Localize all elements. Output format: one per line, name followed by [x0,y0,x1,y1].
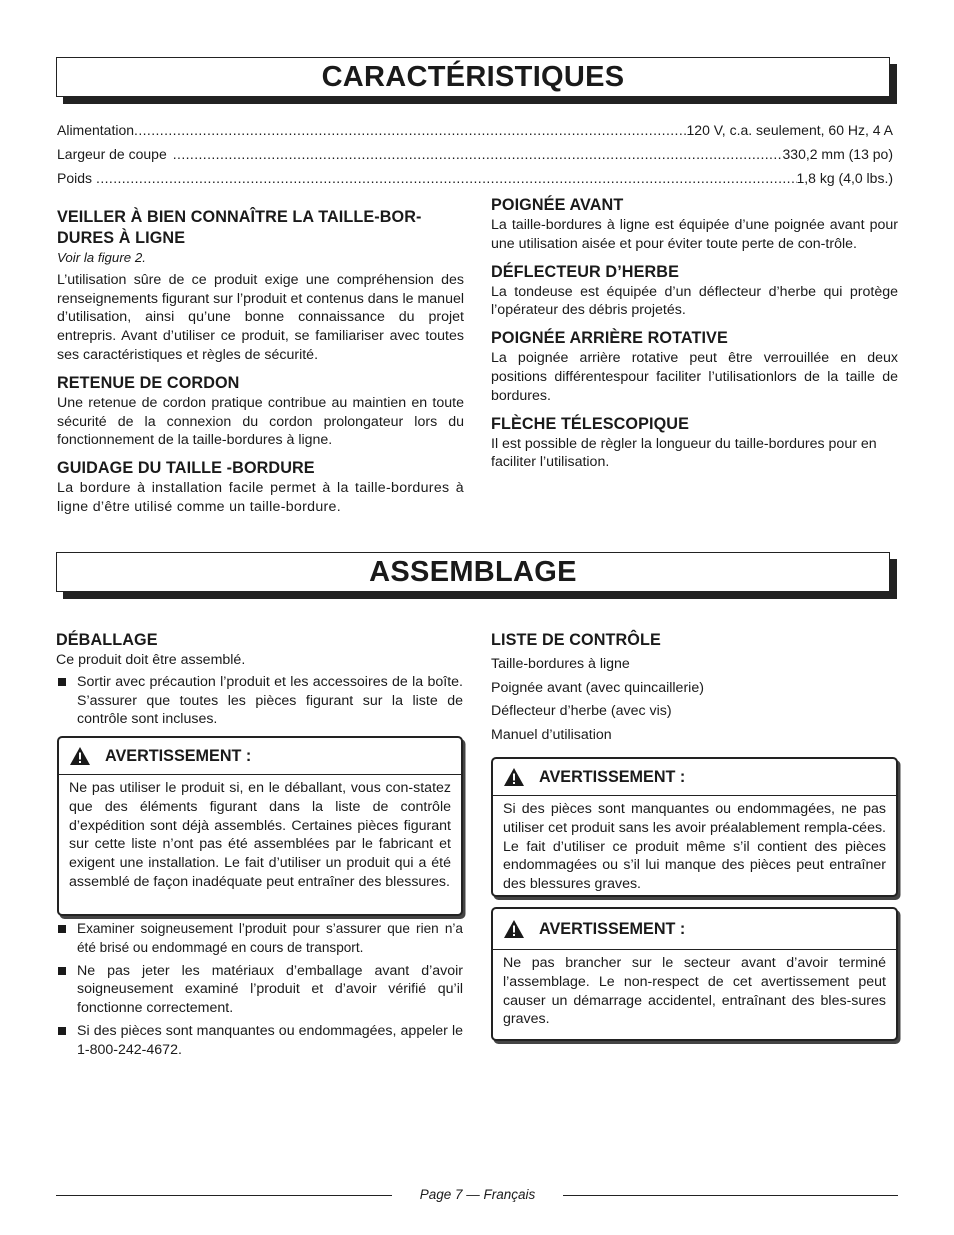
warning-triangle-icon [503,919,525,939]
bullet-square-icon [58,678,66,686]
leader-dots [96,169,796,188]
caracteristiques-banner [56,57,890,97]
spec-row [57,169,893,193]
list-item [56,1022,463,1060]
spec-value: 120 V, c.a. seulement, 60 Hz, 4 A [686,122,893,138]
bullet-text: Ne pas jeter les matériaux d’emballage avant d’avoir soigneusement examiné l’produit et d’avoir vérifié qu’il fonctionne correctement. [77,962,463,1017]
paragraph: L’utilisation sûre de ce produit exige une compréhension des renseignements figurant sur l’produit et contenus dans le manuel d’utilisation, ainsi qu’une bonne connaissance du projet entrepris. Avant d’utiliser ce produit, se familiariser avec toutes ses caractéristiques et règles de sécurité. [57,271,464,363]
section-heading: LISTE DE CONTRÔLE [491,631,661,649]
section-heading: RETENUE DE CORDON [57,373,240,392]
spec-label: Poids [57,170,93,186]
warning-header [69,738,451,774]
bullet-square-icon [58,1027,66,1035]
bullet-list [56,920,463,1060]
section-heading: POIGNÉE AVANT [491,196,624,214]
paragraph: La poignée arrière rotative peut être verrouillée en deux positions différentespour faciliter l’utilisationlors de la taille de bordures. [491,350,898,404]
section-title: ASSEMBLAGE [369,556,577,588]
warning-title: AVERTISSEMENT : [105,746,252,765]
paragraph: La taille-bordures à ligne est équipée d’une poignée avant pour une utilisation aisée et pour éviter toute perte de con-trôle. [491,217,898,252]
warning-box [57,736,463,916]
checklist-column [491,630,898,745]
section-heading: FLÈCHE TÉLESCOPIQUE [491,414,689,433]
warning-text: Si des pièces sont manquantes ou endommagées, ne pas utiliser cet produit sans les avoir préalablement rempla-cées. Le fait d’utiliser ce produit même s’il contient des pièces endommagées ou s’il lui manque des pièces peut entraîner des blessures graves. [493,795,896,894]
paragraph: Ce produit doit être assemblé. [56,652,246,668]
spec-label: Largeur de coupe [57,146,167,162]
checklist-item: Déflecteur d’herbe (avec vis) [491,703,672,719]
warning-box [491,757,898,897]
section-heading: DÉFLECTEUR D’HERBE [491,262,679,281]
warning-title: AVERTISSEMENT : [539,767,686,786]
paragraph: Il est possible de règler la longueur du taille-bordures pour en faciliter l’utilisation. [491,435,877,471]
warning-triangle-icon [69,746,91,766]
paragraph: La bordure à installation facile permet à la taille-bordures à ligne d’être utilisé comme un taille-bordure. [57,480,464,515]
spec-value: 330,2 mm (13 po) [782,146,893,162]
assemblage-banner [56,552,890,592]
bullet-text: Sortir avec précaution l’produit et les accessoires de la boîte. S’assurer que toutes les pièces figurant sur la liste de contrôle sont incluses. [77,673,463,728]
list-item [56,962,463,1018]
bullet-list [56,673,463,729]
footer-rule-left [56,1195,392,1196]
paragraph: Une retenue de cordon pratique contribue au maintien en toute sécurité de la connexion du cordon prolongateur lors du fonctionnement de la taille-bordures à ligne. [57,394,464,449]
section-heading: VEILLER À BIEN CONNAÎTRE LA TAILLE-BOR-DURES À LIGNE [57,208,422,247]
spec-value: 1,8 kg (4,0 lbs.) [796,170,893,186]
paragraph: La tondeuse est équipée d’un déflecteur d’herbe qui protège l’opérateur des débris projetés. [491,283,898,319]
leader-dots [134,121,686,140]
page-footer: Page 7 — Français [419,1187,536,1202]
bullet-text: Si des pièces sont manquantes ou endommagées, appeler le 1-800-242-4672. [77,1022,463,1058]
spec-row [57,145,893,169]
specs-table [57,121,893,193]
bullet-square-icon [58,967,66,975]
section-title: CARACTÉRISTIQUES [321,61,625,93]
warning-text: Ne pas brancher sur le secteur avant d’avoir terminé l’assemblage. Le non-respect de cet avertissement peut causer un démarrage accidentel, entraînant des bles-sures graves. [493,949,896,1029]
features-right-column [491,195,898,472]
warning-header [503,759,886,795]
footer-rule-right [563,1195,898,1196]
deballage-bullets [56,920,463,1060]
warning-triangle-icon [503,767,525,787]
section-heading: GUIDAGE DU TAILLE -BORDURE [57,459,315,478]
warning-title: AVERTISSEMENT : [539,919,686,938]
section-heading: POIGNÉE ARRIÈRE ROTATIVE [491,329,728,348]
spec-row [57,121,893,145]
checklist-item: Poignée avant (avec quincaillerie) [491,679,704,696]
features-left-column [57,207,464,517]
warning-text: Ne pas utiliser le produit si, en le déballant, vous con-statez que des éléments figurant dans la liste de contrôle d’expédition sont déjà assemblés. Certaines pièces figurant sur cette liste n’ont pas été assemblées par le fabricant et exigent une installation. Le fait d’utiliser un produit qui a été assemblé de façon inadéquate peut entraîner des blessures. [59,774,461,892]
bullet-text: Examiner soigneusement l’produit pour s’assurer que rien n’a été brisé ou endommagé en cours de transport. [77,921,463,955]
checklist-item: Taille-bordures à ligne [491,656,630,672]
figure-note: Voir la figure 2. [57,250,146,265]
warning-header [503,909,886,949]
list-item [56,920,463,958]
deballage-column [56,630,463,729]
section-heading: DÉBALLAGE [56,631,158,649]
checklist-item: Manuel d’utilisation [491,726,612,743]
leader-dots [173,145,783,164]
list-item [56,673,463,729]
bullet-square-icon [58,925,66,933]
warning-box [491,907,898,1041]
spec-label: Alimentation [57,122,135,138]
